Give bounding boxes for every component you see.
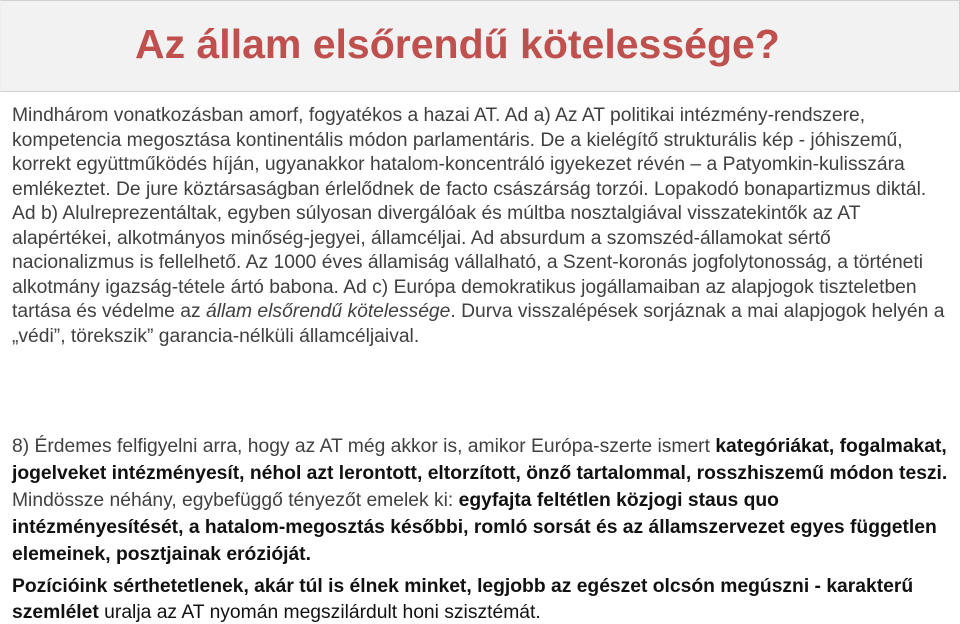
title-band	[0, 0, 960, 92]
paragraph-1	[12, 104, 948, 349]
paragraph-2	[12, 433, 948, 568]
paragraph-1-text-a: Mindhárom vonatkozásban amorf, fogyatékos a hazai AT. Ad a) Az AT politikai intézmény-rendszere, kompetencia megosztása kontinentális módon parlamentáris. De a kielégítő strukturális kép - jóhiszemű, korrekt együttműködés híján, ugyanakkor hatalom-koncentráló igyekezet révén – a Patyomkin-kulisszára emlékeztet. De jure köztársaságban érlelődnek de facto császárság torzói. Lopakodó bonapartizmus diktál. Ad b) Alulreprezentáltak, egyben súlyosan divergálóak és múltba nosztalgiával visszatekintők az AT alapértékei, alkotmányos minőség-jegyei, államcéljai. Ad absurdum a szomszéd-államokat sértő nacionalizmus is fellelhető. Az 1000 éves államiság vállalható, a Szent-koronás jogfolytonosság, a történeti alkotmány igazság-tétele ártó babona. Ad c) Európa demokratikus jogállamaiban az alapjogok tiszteletben tartása és védelme az	[12, 105, 927, 322]
paragraph-3-bold: Pozícióink sérthetetlenek, akár túl is élnek minket, legjobb az egészet olcsón megúszni - karakterű szemlélet	[12, 576, 914, 623]
paragraph-2-bold-2: egyfajta feltétlen közjogi staus quo intézményesítését, a hatalom-megosztás későbbi, romló sorsát és az államszervezet egyes független elemeinek, posztjainak erózióját.	[12, 490, 937, 565]
paragraph-3-tail: uralja az AT nyomán megszilárdult honi szisztémát.	[98, 602, 541, 623]
paragraph-1-text-b: . Durva visszalépések sorjáznak a mai alapjogok helyén a „védi”, törekszik” garancia-nélküli államcéljaival.	[12, 301, 945, 347]
slide-title: Az állam elsőrendű kötelessége?	[135, 21, 780, 67]
paragraph-2-bold-1: kategóriákat, fogalmakat, jogelveket intézményesít, néhol azt lerontott, eltorzított, önző tartalommal, rosszhiszemű módon teszi.	[12, 436, 948, 484]
paragraph-1-italic: állam elsőrendű kötelessége	[205, 301, 451, 322]
paragraph-2-intro: 8) Érdemes felfigyelni arra, hogy az AT még akkor is, amikor Európa-szerte ismert	[12, 436, 716, 457]
paragraph-2-middle: Mindössze néhány, egybefüggő tényezőt emelek ki:	[12, 490, 459, 511]
paragraph-3	[12, 574, 948, 624]
